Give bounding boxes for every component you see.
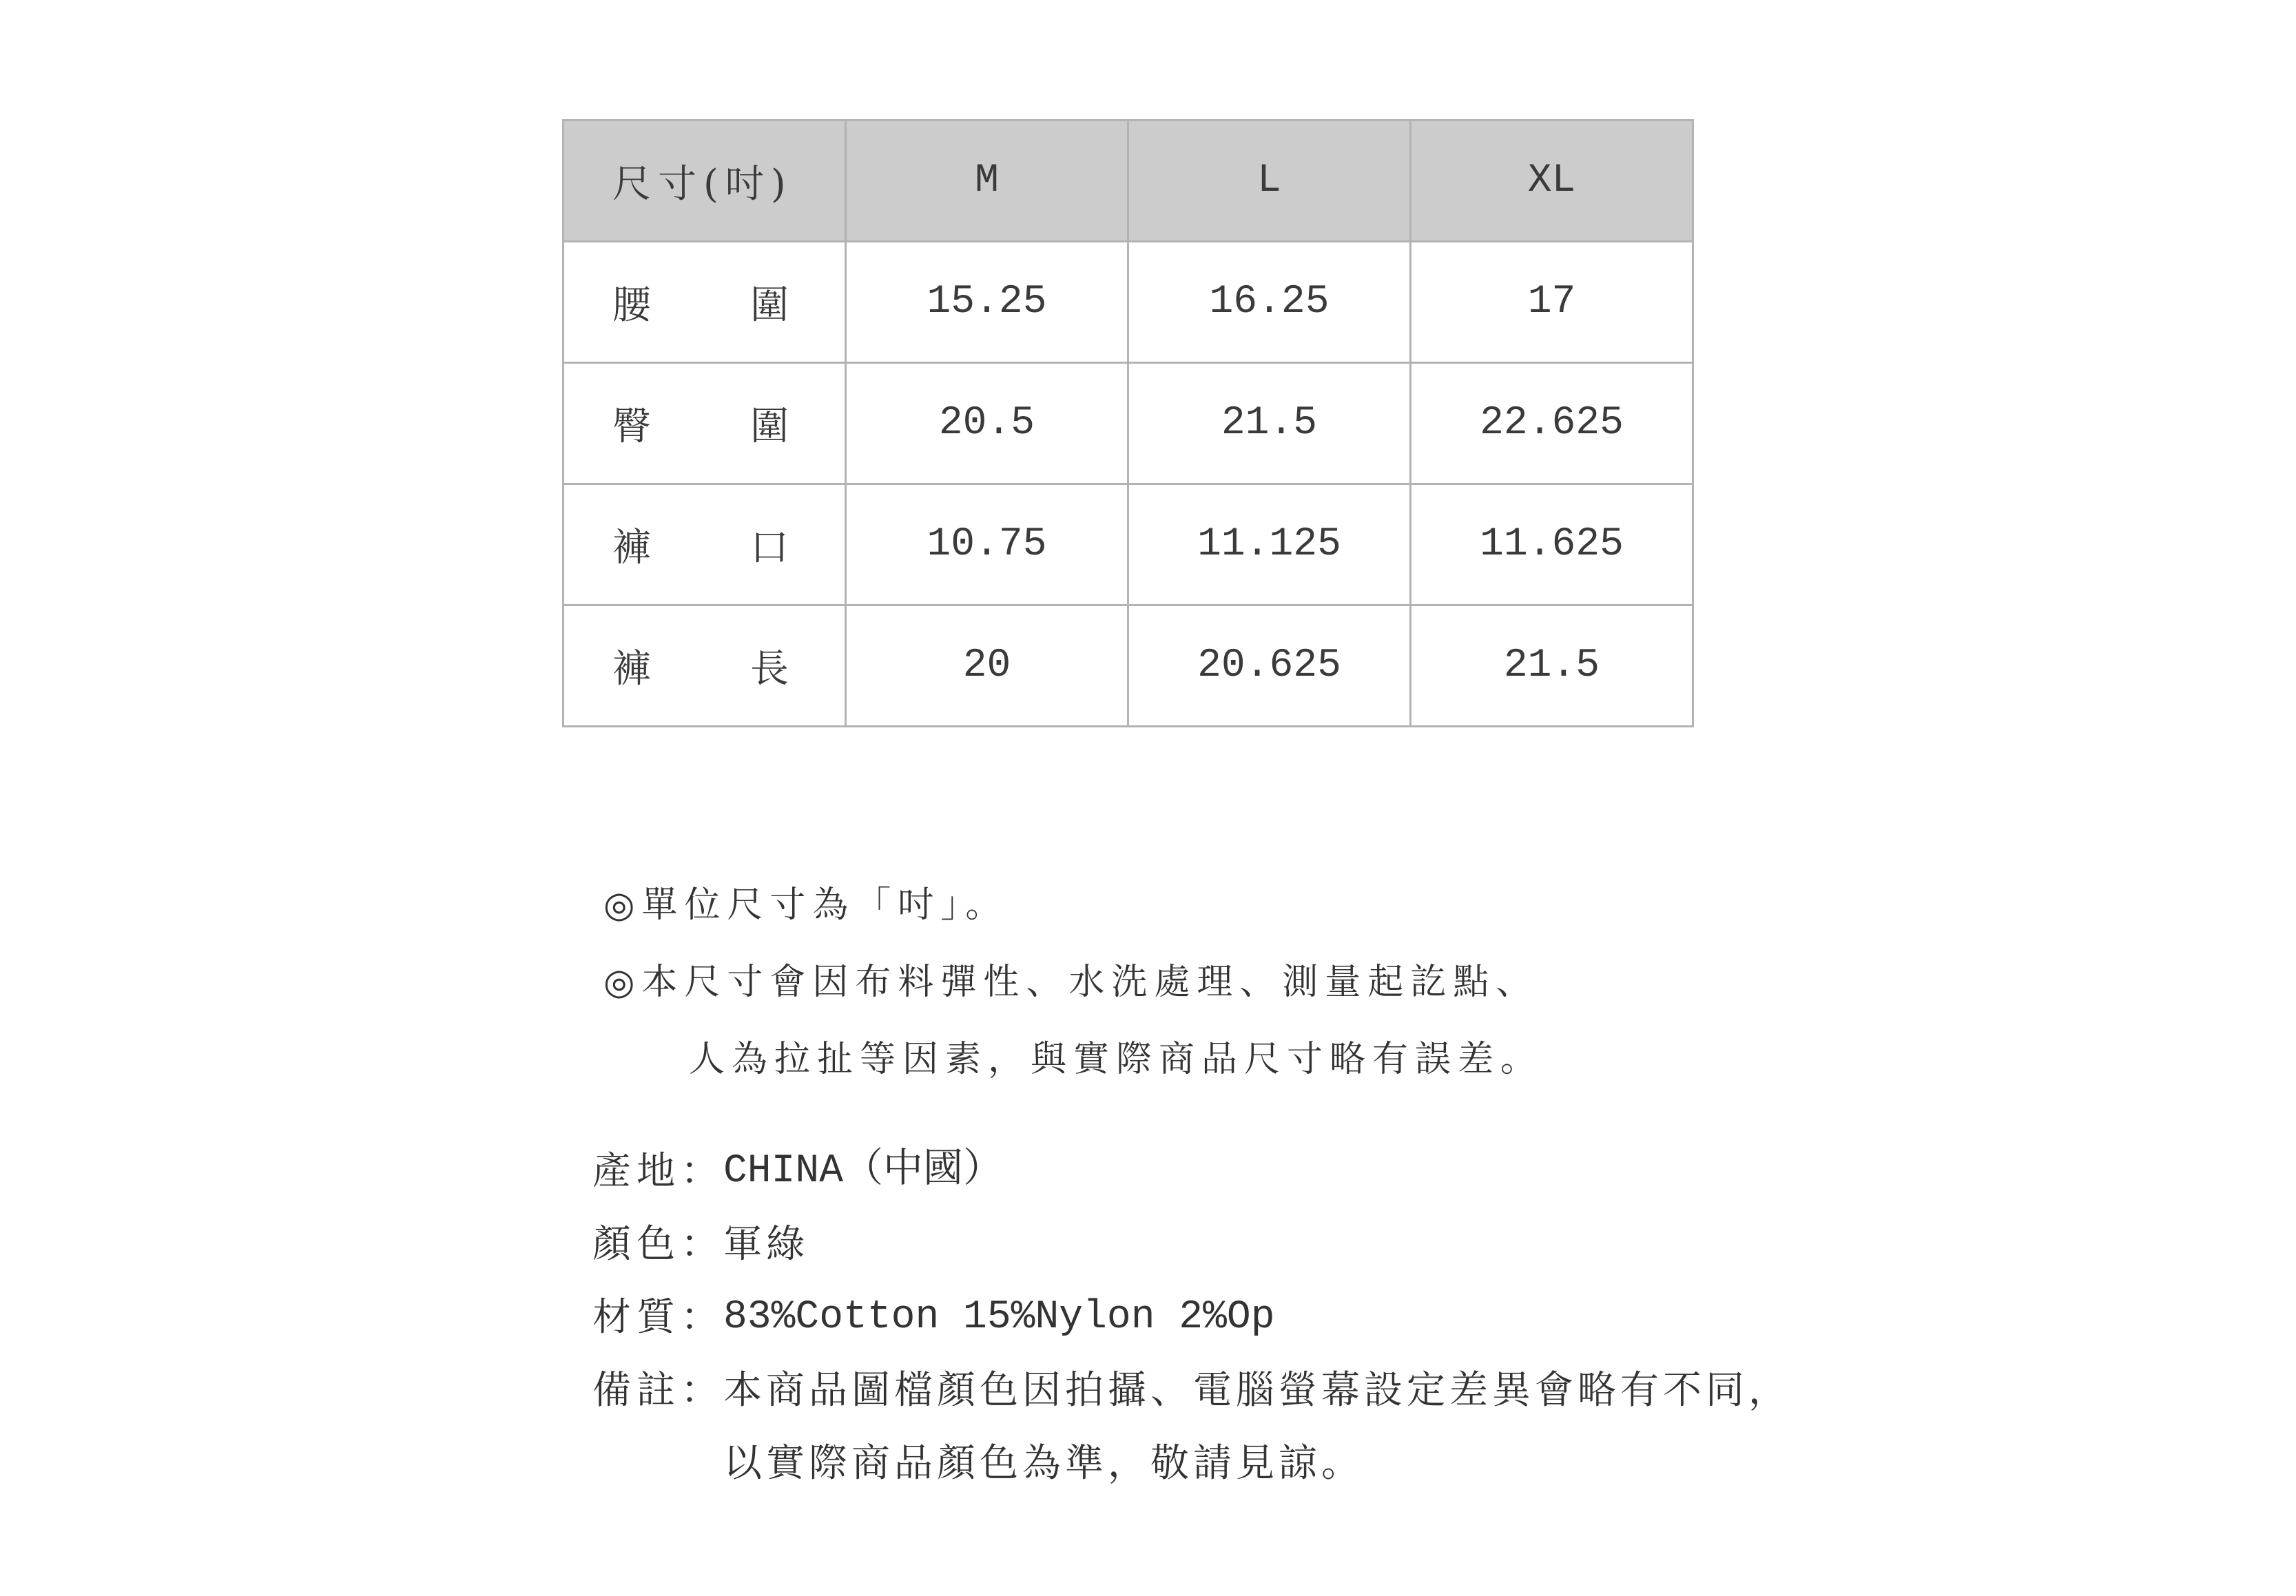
row-label-hip [563,363,846,484]
table-row-hip [563,363,1693,484]
table-cell: 21.5 [1411,605,1693,727]
size-table [562,119,1694,727]
table-header-row [563,121,1693,242]
table-cell: 11.625 [1411,484,1693,605]
remark-row-cont [592,1427,1791,1500]
table-row-waist [563,242,1693,363]
remark-row [592,1354,1791,1427]
table-cell: 20.5 [846,363,1128,484]
table-cell: 21.5 [1128,363,1411,484]
material-row [592,1281,1791,1354]
origin-value: CHINA（中國） [723,1149,1004,1194]
table-row-leg-opening [563,484,1693,605]
row-label-leg-opening [563,484,846,605]
row-label-waist [563,242,846,363]
header-cell-l: L [1128,121,1411,242]
row-label-hip-right: 圍 [750,404,789,449]
row-label-leg-opening-right: 口 [750,525,789,570]
row-label-hip-left: 臀 [612,404,651,449]
header-cell-xl: XL [1411,121,1693,242]
product-info [592,1135,1791,1500]
note-tolerance: ◎本尺寸會因布料彈性、水洗處理、測量起訖點、 [603,962,1539,1003]
header-cell-m: M [846,121,1128,242]
origin-row [592,1135,1791,1208]
table-cell: 22.625 [1411,363,1693,484]
material-value: 83%Cotton 15%Nylon 2%Op [723,1295,1275,1340]
origin-label: 產地： [592,1149,725,1194]
table-cell: 20 [846,605,1128,727]
remark-spacer [592,1427,723,1500]
table-row-length [563,605,1693,727]
table-cell: 10.75 [846,484,1128,605]
note-tolerance-cont: 人為拉扯等因素，與實際商品尺寸略有誤差。 [689,1039,1544,1080]
color-label: 顏色： [592,1222,725,1267]
table-cell: 11.125 [1128,484,1411,605]
header-cell-size [563,121,846,242]
color-value: 軍綠 [723,1222,809,1267]
table-cell: 20.625 [1128,605,1411,727]
remark-line-1: 本商品圖檔顏色因拍攝、電腦螢幕設定差異會略有不同， [723,1368,1791,1413]
row-label-length-right: 長 [750,646,789,692]
row-label-waist-right: 圍 [750,282,789,328]
color-row [592,1208,1791,1281]
table-cell: 15.25 [846,242,1128,363]
note-unit: ◎單位尺寸為「吋」。 [603,884,1009,926]
row-label-length [563,605,846,727]
remark-label: 備註： [592,1368,725,1413]
row-label-leg-opening-left: 褲 [612,525,651,570]
table-cell: 17 [1411,242,1693,363]
measurement-notes [603,867,1543,1098]
row-label-waist-left: 腰 [612,282,651,328]
material-label: 材質： [592,1295,725,1340]
remark-line-2: 以實際商品顏色為準，敬請見諒。 [723,1441,1364,1486]
header-size-label: 尺寸(吋) [612,161,793,207]
row-label-length-left: 褲 [612,646,651,692]
table-cell: 16.25 [1128,242,1411,363]
